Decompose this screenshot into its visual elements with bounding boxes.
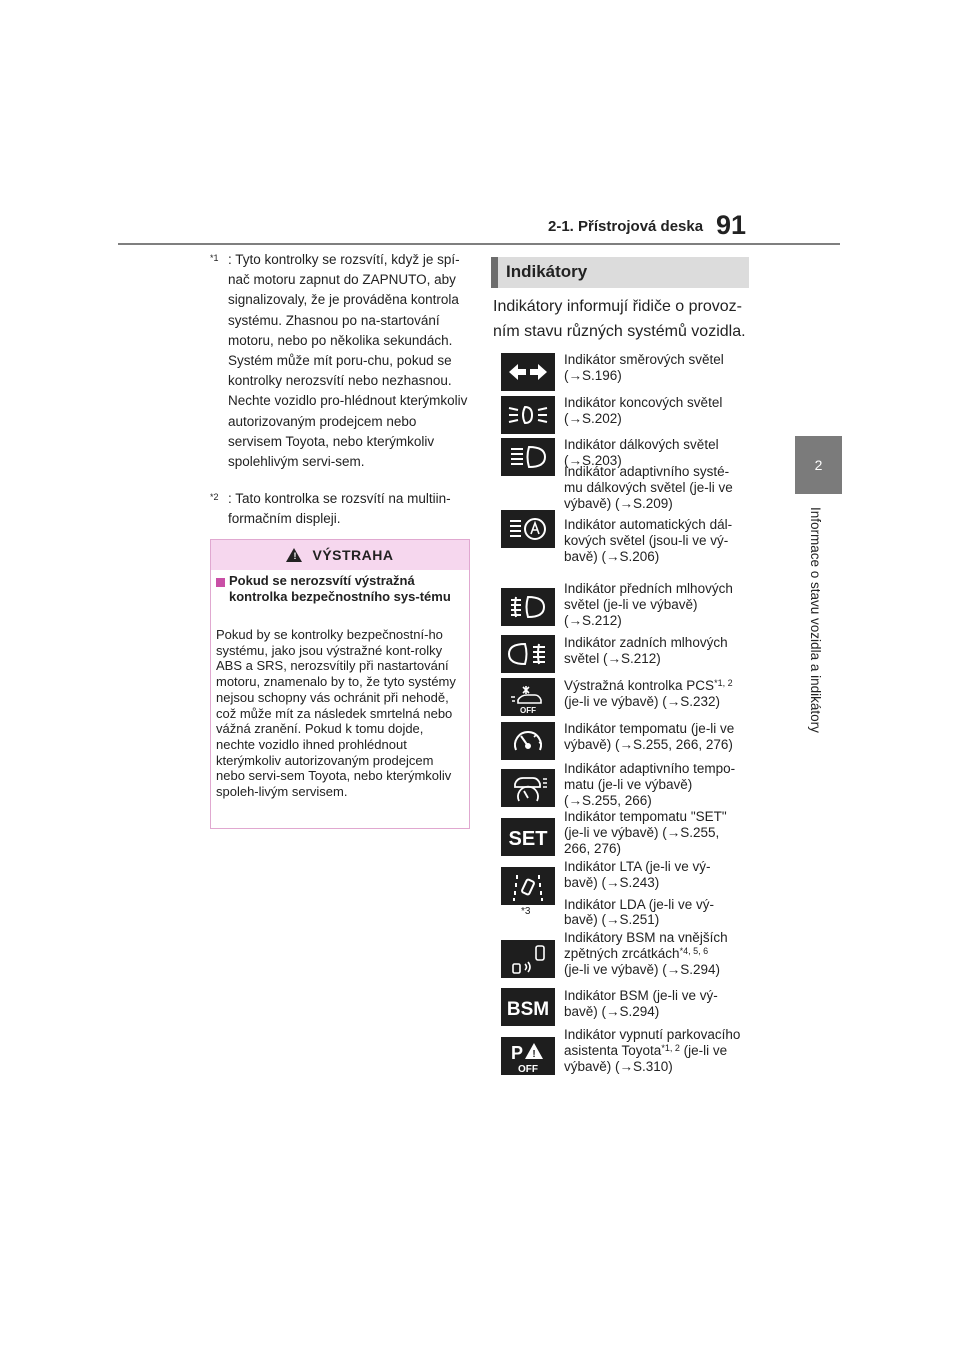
footnote-marker: *2: [210, 492, 219, 502]
indicator-description: Indikátor dálkových světel (→S.203): [564, 437, 719, 468]
warning-triangle-icon: !: [286, 548, 302, 562]
front-fog-light-icon: [501, 588, 555, 626]
svg-text:BSM: BSM: [506, 999, 550, 1020]
footnote-text: : Tato kontrolka se rozsvítí na multiin-formačním displeji.: [228, 491, 451, 527]
indicator-description: Indikátor zadních mlhových světel (→S.212): [564, 635, 728, 666]
warning-body: Pokud by se kontrolky bezpečnostní-ho systému, jako jsou výstražné kont-rolky ABS a SRS, nerozsvítily při nastartování motoru, znamenalo by to, že tyto systémy nejsou schopny vás ochránit při nehodě, což může mít za následek smrtelná nebo vážná zranění. Pokud k tomu dojde, nechte vozidlo ihned prohlédnout kterýmkoliv autorizovaným prodejcem nebo servi-sem Toyota, nebo kterýmkoliv spoleh-livým servisem.: [216, 627, 456, 800]
indicator-description: Indikátory BSM na vnějších zpětných zrcátkách$^{*4, 5, 6}$ (je-li ve výbavě) (→S.294): [564, 930, 728, 977]
indicator-description: Indikátor předních mlhových světel (je-li ve výbavě) (→S.212): [564, 581, 733, 628]
adaptive-high-beam-icon: [501, 510, 555, 548]
warning-title: VÝSTRAHA: [312, 547, 394, 563]
footnote-text: : Tyto kontrolky se rozsvítí, když je spí-nač motoru zapnut do ZAPNUTO, aby signalizovaly, že je prováděna kontrola systému. Zhasnou po na-startování motoru, nebo po několika sekundách. Systém může mít poru-chu, pokud se kontrolky nerozsvítí nebo nezhasnou. Nechte vozidlo pro-hlédnout kterýmkoliv autorizovaným prodejcem nebo servisem Toyota, nebo kterýmkoliv spolehlivým servi-sem.: [228, 252, 468, 470]
svg-text:P: P: [511, 1043, 524, 1063]
footnote-marker: *1: [210, 253, 219, 263]
chapter-title: [808, 507, 830, 767]
rear-fog-light-icon: [501, 635, 555, 673]
cruise-set-icon: [501, 818, 555, 856]
svg-text:OFF: OFF: [520, 706, 536, 715]
chapter-title-text: Informace o stavu vozidla a indikátory: [808, 507, 823, 733]
chapter-number: 2: [814, 457, 823, 473]
indicators-heading-text: Indikátory: [506, 262, 588, 281]
warning-box: [210, 539, 470, 829]
indicators-intro: Indikátory informují řidiče o provoz-ním stavu různých systémů vozidla.: [493, 298, 746, 340]
warning-subheading: Pokud se nerozsvítí výstražná kontrolka bezpečnostního sys-tému: [229, 573, 451, 604]
footnote-marker-3: *3: [521, 906, 531, 917]
svg-text:!: !: [532, 1049, 536, 1060]
cruise-control-icon: [501, 722, 555, 760]
svg-text:OFF: OFF: [518, 1064, 538, 1075]
tail-light-icon: [501, 396, 555, 434]
footnote-2: [210, 489, 472, 529]
bsm-mirror-icon: [501, 940, 555, 978]
indicator-description: Indikátor směrových světel (→S.196): [564, 352, 724, 383]
lane-assist-icon: [501, 867, 555, 905]
high-beam-icon: [501, 438, 555, 476]
indicator-description: Indikátor LTA (je-li ve vý- bavě) (→S.243) Indikátor LDA (je-li ve vý- bavě) (→S.251): [564, 859, 715, 928]
bsm-icon: [501, 988, 555, 1026]
indicator-description: Indikátor vypnutí parkovacího asistenta Toyota$^{*1, 2}$ (je-li ve výbavě) (→S.310): [564, 1027, 741, 1074]
adaptive-cruise-icon: [501, 769, 555, 807]
footnote-1: [210, 250, 472, 472]
header-divider: [118, 243, 840, 245]
indicator-description: Indikátor tempomatu "SET" (je-li ve výbavě) (→S.255, 266, 276): [564, 809, 727, 856]
warning-header: [211, 540, 469, 570]
indicator-description: Indikátor adaptivního systé- mu dálkových světel (je-li ve výbavě) (→S.209) Indikátor automatických dál- kových světel (jsou-li ve vý- bavě) (→S.206): [564, 464, 733, 564]
bullet-square-icon: [216, 578, 225, 587]
section-title: 2-1. Přístrojová deska: [548, 218, 704, 235]
indicators-heading: [491, 257, 749, 288]
pcs-off-icon: [501, 678, 555, 716]
parking-assist-off-icon: [501, 1037, 555, 1075]
indicator-description: Indikátor adaptivního tempo- matu (je-li ve výbavě) (→S.255, 266): [564, 761, 736, 808]
indicator-description: Výstražná kontrolka PCS$^{*1, 2}$ (je-li ve výbavě) (→S.232): [564, 678, 733, 709]
indicator-description: Indikátor tempomatu (je-li ve výbavě) (→S.255, 266, 276): [564, 721, 735, 752]
turn-signal-icon: [501, 353, 555, 391]
indicator-description: Indikátor BSM (je-li ve vý- bavě) (→S.294): [564, 988, 718, 1019]
svg-text:SET: SET: [508, 828, 548, 850]
page-number: 91: [716, 210, 747, 240]
indicator-description: Indikátor koncových světel (→S.202): [564, 395, 723, 426]
